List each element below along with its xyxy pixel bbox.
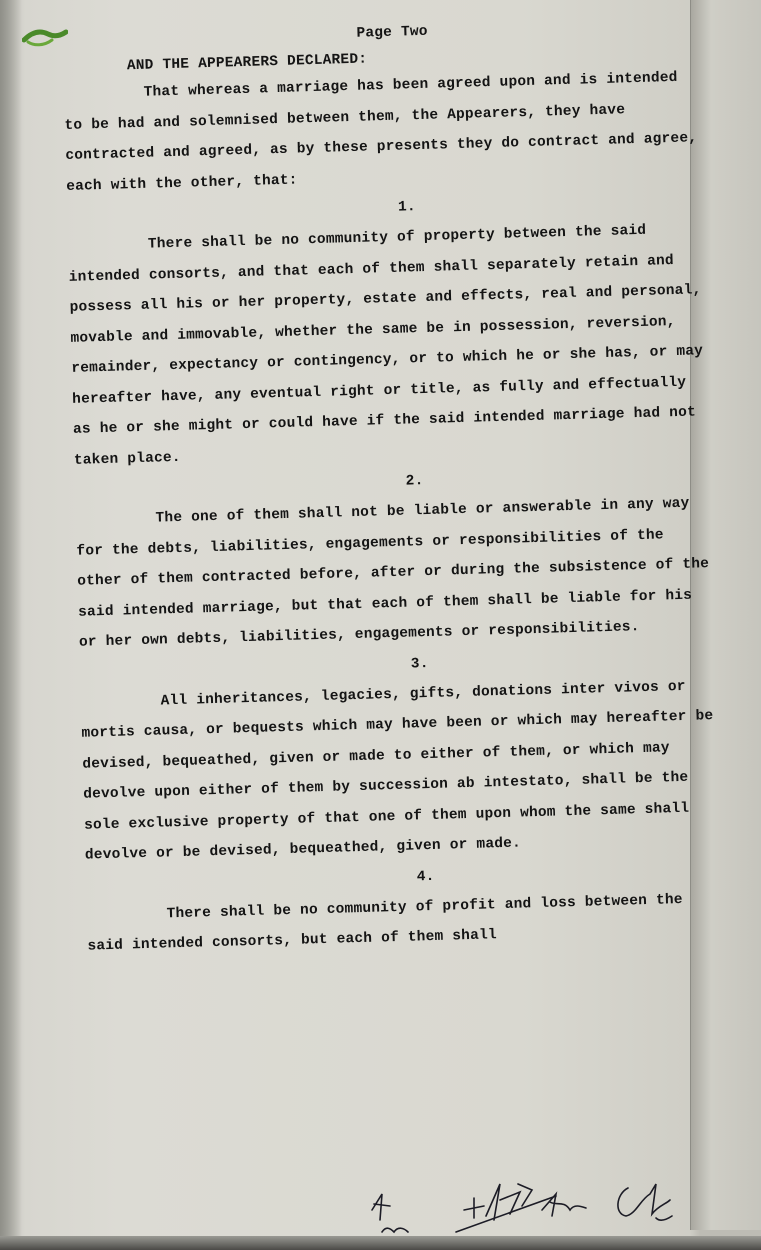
clause-text: The one of them shall not be liable or answerable in any way for the debts, liabilities, engagements or responsibilities of the other of them contracted before, after or during the subsistence of the said intended marriage, but that each of them shall be liable for his or her own debts, liabilities, engagements or responsibilities. xyxy=(76,495,710,651)
clause-number: 1. xyxy=(397,199,417,216)
clause-text: There shall be no community of profit and loss between the said intended consorts, but each of them shall xyxy=(87,891,683,955)
intro-heading: AND THE APPEARERS DECLARED: xyxy=(126,51,368,75)
clause-number: 4. xyxy=(416,868,435,885)
clause-text: All inheritances, legacies, gifts, donations inter vivos or mortis causa, or bequests which may have been or which may hereafter be devised, bequeathed, given or made to either of them, or which may devolve upon either of them by succession ab intestato, shall be the sole exclusive property of that one of them upon whom the same shall devolve or be devised, bequeathed, given or made. xyxy=(81,678,714,864)
clause-number: 3. xyxy=(410,655,429,673)
typed-text xyxy=(62,16,728,962)
green-paper-clip-icon xyxy=(22,26,68,52)
clause-text: There shall be no community of property between the said intended consorts, and that each of them shall separately retain and possess all his or her property, estate and effects, real and personal, movable and immovable, whether the same be in possession, reversion, remainder, expectancy or contingency, or to which he or she has, or may hereafter have, any eventual right or title, as fully and effectually as he or she might or could have if the said intended marriage had not taken place. xyxy=(68,222,704,469)
handwritten-initials-icon xyxy=(360,1170,690,1240)
page-bottom-edge xyxy=(0,1236,761,1250)
page-title: Page Two xyxy=(356,23,428,42)
binding-shadow xyxy=(0,0,22,1250)
clause-number: 2. xyxy=(405,473,424,490)
intro-paragraph: That whereas a marriage has been agreed upon and is intended to be had and solemnised between them, the Appearers, they have contracted and agreed, as by these presents they do contract and agree, each with the other, that: xyxy=(64,69,698,195)
